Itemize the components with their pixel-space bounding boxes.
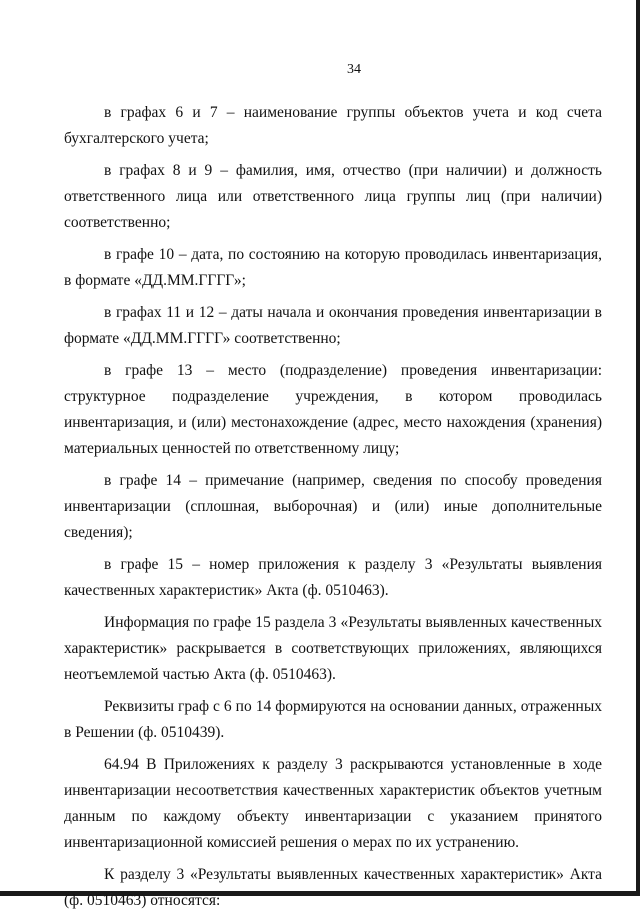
scan-edge-right — [636, 0, 640, 896]
paragraph-requisites: Реквизиты граф с 6 по 14 формируются на основании данных, отраженных в Решении (ф. 0510439). — [64, 698, 602, 741]
paragraph-columns-8-9: в графах 8 и 9 – фамилия, имя, отчество (при наличии) и должность ответственного лица или ответственного лица группы лиц (при наличии) соответственно; — [64, 162, 602, 231]
document-body — [64, 100, 602, 920]
paragraph-columns-6-7: в графах 6 и 7 – наименование группы объектов учета и код счета бухгалтерского учета; — [64, 104, 602, 147]
paragraph-column-15: в графе 15 – номер приложения к разделу 3 «Результаты выявления качественных характеристик» Акта (ф. 0510463). — [64, 556, 602, 599]
paragraph-column-14: в графе 14 – примечание (например, сведения по способу проведения инвентаризации (сплошная, выборочная) и (или) иные дополнительные сведения); — [64, 472, 602, 541]
paragraph-column-13: в графе 13 – место (подразделение) проведения инвентаризации: структурное подразделение учреждения, в котором проводилась инвентаризация, и (или) местонахождение (адрес, место нахождения (хранения) материальных ценностей по ответственному лицу; — [64, 362, 602, 457]
paragraph-64-94: 64.94 В Приложениях к разделу 3 раскрываются установленные в ходе инвентаризации несоответствия качественных характеристик объектов учетным данным по каждому объекту инвентаризации с указанием принятого инвентаризационной комиссией решения о мерах по их устранению. — [64, 756, 602, 851]
page-number: 34 — [347, 62, 361, 77]
paragraph-columns-11-12: в графах 11 и 12 – даты начала и окончания проведения инвентаризации в формате «ДД.ММ.ГГГГ» соответственно; — [64, 304, 602, 347]
paragraph-column-15-info: Информация по графе 15 раздела 3 «Результаты выявленных качественных характеристик» раскрывается в соответствующих приложениях, являющихся неотъемлемой частью Акта (ф. 0510463). — [64, 614, 602, 683]
paragraph-column-10: в графе 10 – дата, по состоянию на которую проводилась инвентаризация, в формате «ДД.ММ.ГГГГ»; — [64, 246, 602, 289]
paragraph-section-3: К разделу 3 «Результаты выявленных качественных характеристик» Акта (ф. 0510463) относятся: — [64, 866, 602, 909]
